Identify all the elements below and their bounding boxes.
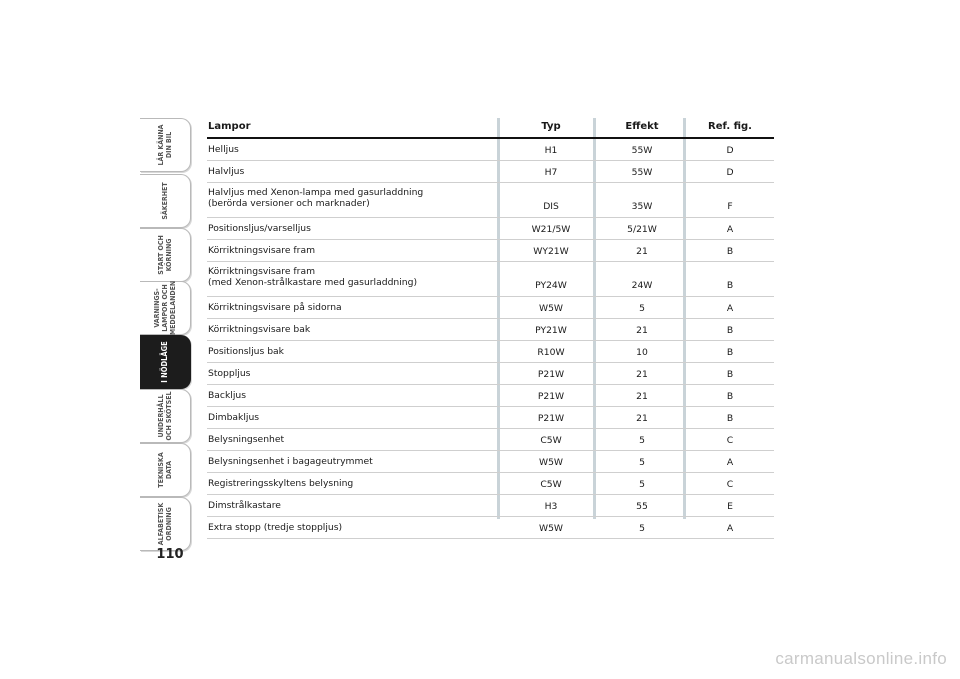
- tab-label: START OCH KÖRNING: [157, 235, 173, 275]
- table-row: [207, 240, 774, 262]
- cell-ref: A: [726, 457, 734, 468]
- cell-type: H1: [544, 145, 558, 156]
- watermark: carmanualsonline.info: [775, 649, 947, 668]
- cell-type: W5W: [538, 457, 563, 468]
- cell-effect: 21: [636, 246, 648, 257]
- cell-lamp: Positionsljus/varselljus: [208, 223, 311, 234]
- cell-effect: 5: [639, 523, 645, 534]
- cell-type: H3: [544, 501, 558, 512]
- table-row: [207, 319, 774, 341]
- tab-label: UNDERHÅLL OCH SKÖTSEL: [157, 391, 173, 441]
- cell-type: C5W: [540, 435, 562, 446]
- cell-lamp: Halvljus: [208, 166, 245, 177]
- cell-ref: A: [726, 523, 734, 534]
- cell-type: DIS: [543, 201, 559, 212]
- tab-lar-kanna-din-bil[interactable]: [140, 118, 191, 172]
- cell-type: P21W: [537, 369, 565, 380]
- header-effect: Effekt: [625, 121, 659, 132]
- cell-ref: A: [726, 224, 734, 235]
- tab-tekniska-data[interactable]: [140, 443, 191, 497]
- header-type: Typ: [541, 121, 561, 132]
- tab-label: VARNINGS- LAMPOR OCH MEDDELANDEN: [153, 280, 177, 336]
- cell-effect: 21: [636, 369, 648, 380]
- cell-effect: 5/21W: [627, 224, 657, 235]
- table-header: [207, 118, 774, 139]
- cell-lamp: Belysningsenhet i bagageutrymmet: [208, 456, 373, 467]
- cell-type: R10W: [537, 347, 565, 358]
- table-row: [207, 407, 774, 429]
- cell-lamp: Extra stopp (tredje stoppljus): [208, 522, 343, 533]
- cell-effect: 55W: [631, 167, 653, 178]
- table-row: [207, 297, 774, 319]
- cell-ref: B: [726, 246, 734, 257]
- cell-ref: B: [726, 369, 734, 380]
- cell-effect: 55W: [631, 145, 653, 156]
- cell-effect: 21: [636, 391, 648, 402]
- cell-type: P21W: [537, 391, 565, 402]
- tab-i-nodlage[interactable]: [140, 335, 191, 389]
- cell-lamp: Registreringsskyltens belysning: [208, 478, 354, 489]
- tab-alfabetisk-ordning[interactable]: [140, 497, 191, 551]
- cell-type: W21/5W: [531, 224, 571, 235]
- cell-lamp: Körriktningsvisare fram (med Xenon-strålkastare med gasurladdning): [208, 266, 418, 288]
- cell-lamp: Helljus: [208, 144, 239, 155]
- tab-label: SÄKERHET: [161, 182, 169, 220]
- cell-lamp: Positionsljus bak: [208, 346, 284, 357]
- table-row: [207, 517, 774, 539]
- table-row: [207, 218, 774, 240]
- table-body: [207, 139, 774, 539]
- table-row: [207, 429, 774, 451]
- cell-effect: 21: [636, 325, 648, 336]
- cell-ref: B: [726, 347, 734, 358]
- tab-label: LÄR KÄNNA DIN BIL: [157, 124, 173, 166]
- tab-underhall-och-skotsel[interactable]: [140, 389, 191, 443]
- cell-lamp: Backljus: [208, 390, 247, 401]
- table-row: [207, 262, 774, 297]
- table-row: [207, 473, 774, 495]
- cell-ref: B: [726, 280, 734, 291]
- table-row: [207, 363, 774, 385]
- cell-effect: 5: [639, 435, 645, 446]
- cell-lamp: Dimbakljus: [208, 412, 260, 423]
- header-lamp: Lampor: [208, 121, 251, 132]
- cell-effect: 5: [639, 303, 645, 314]
- table-row: [207, 385, 774, 407]
- cell-lamp: Dimstrålkastare: [208, 500, 281, 511]
- cell-type: P21W: [537, 413, 565, 424]
- header-ref: Ref. fig.: [708, 121, 752, 132]
- cell-effect: 21: [636, 413, 648, 424]
- cell-ref: B: [726, 325, 734, 336]
- cell-ref: F: [727, 201, 733, 212]
- table-row: [207, 139, 774, 161]
- cell-effect: 10: [636, 347, 648, 358]
- cell-effect: 55: [636, 501, 648, 512]
- tab-varningslampor[interactable]: [140, 281, 191, 335]
- cell-lamp: Halvljus med Xenon-lampa med gasurladdning (berörda versioner och marknader): [208, 187, 424, 209]
- cell-ref: A: [726, 303, 734, 314]
- cell-effect: 5: [639, 457, 645, 468]
- tab-sakerhet[interactable]: [140, 174, 191, 228]
- table-row: [207, 341, 774, 363]
- cell-effect: 5: [639, 479, 645, 490]
- cell-lamp: Belysningsenhet: [208, 434, 285, 445]
- cell-type: W5W: [538, 303, 563, 314]
- cell-effect: 35W: [631, 201, 653, 212]
- cell-ref: E: [727, 501, 733, 512]
- cell-lamp: Körriktningsvisare fram: [208, 245, 316, 256]
- cell-type: C5W: [540, 479, 562, 490]
- cell-ref: B: [726, 413, 734, 424]
- cell-ref: B: [726, 391, 734, 402]
- cell-type: WY21W: [533, 246, 569, 257]
- cell-type: H7: [544, 167, 558, 178]
- cell-ref: D: [726, 145, 734, 156]
- cell-type: PY21W: [535, 325, 567, 336]
- cell-ref: C: [726, 479, 734, 490]
- cell-lamp: Körriktningsvisare bak: [208, 324, 311, 335]
- cell-type: W5W: [538, 523, 563, 534]
- bulb-table: [207, 118, 774, 539]
- cell-lamp: Körriktningsvisare på sidorna: [208, 302, 342, 313]
- page-number: 110: [156, 547, 184, 562]
- cell-type: PY24W: [535, 280, 567, 291]
- tab-label: TEKNISKA DATA: [157, 452, 173, 488]
- cell-ref: C: [726, 435, 734, 446]
- tab-label: ALFABETISK ORDNING: [157, 502, 173, 546]
- table-row: [207, 161, 774, 183]
- tab-start-och-korning[interactable]: [140, 228, 191, 282]
- cell-lamp: Stoppljus: [208, 368, 251, 379]
- table-row: [207, 451, 774, 473]
- cell-effect: 24W: [631, 280, 653, 291]
- table-row: [207, 183, 774, 218]
- table-row: [207, 495, 774, 517]
- cell-ref: D: [726, 167, 734, 178]
- tab-label: I NÖDLÄGE: [160, 341, 169, 383]
